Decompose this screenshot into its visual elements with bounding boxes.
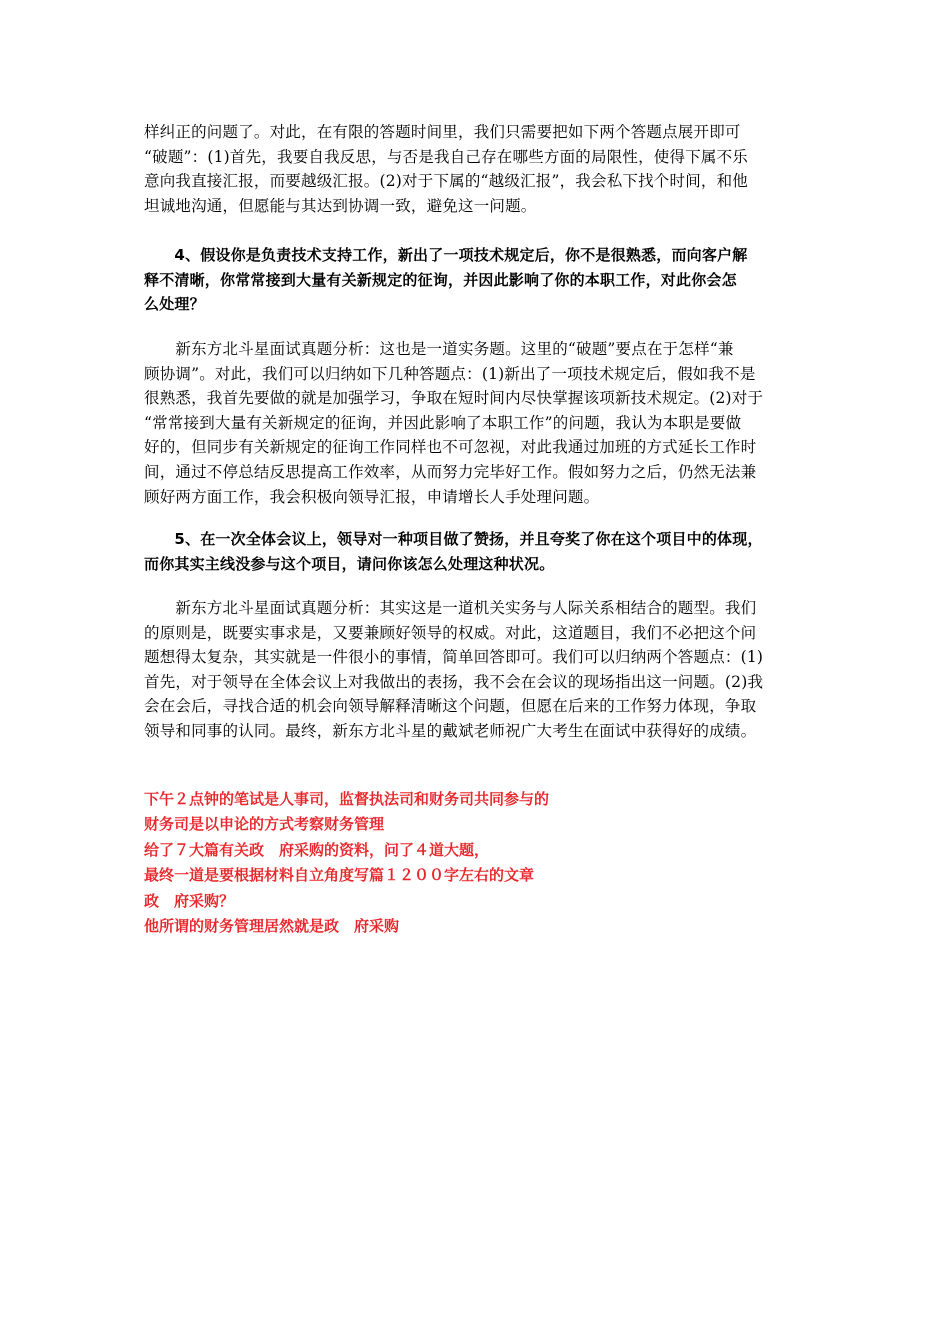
text-line: “常常接到大量有关新规定的征询，并因此影响了本职工作”的问题，我认为本职是要做 <box>144 413 742 432</box>
note-line: 财务司是以申论的方式考察财务管理 <box>144 815 385 834</box>
text-line: “破题”：(1)首先，我要自我反思，与否是我自己存在哪些方面的局限性，使得下属不乐 <box>144 147 749 166</box>
text-line: 新东方北斗星面试真题分析：这也是一道实务题。这里的“破题”要点在于怎样“兼 <box>144 340 734 358</box>
text-line: 顾协调”。对此，我们可以归纳如下几种答题点：(1)新出了一项技术规定后，假如我不是 <box>144 364 756 383</box>
question-5-heading <box>144 527 808 576</box>
text-line: 新东方北斗星面试真题分析：其实这是一道机关实务与人际关系相结合的题型。我们 <box>144 599 757 617</box>
text-line: 间，通过不停总结反思提高工作效率，从而努力完毕好工作。假如努力之后，仍然无法兼 <box>144 462 757 481</box>
text-line: 么处理？ <box>144 295 205 314</box>
text-line: 首先，对于领导在全体会议上对我做出的表扬，我不会在会议的现场指出这一问题。(2)我 <box>144 672 764 691</box>
red-exam-note <box>144 787 764 939</box>
text-line: 坦诚地沟通，但愿能与其达到协调一致，避免这一问题。 <box>144 196 537 215</box>
text-line: 很熟悉，我首先要做的就是加强学习，争取在短时间内尽快掌握该项新技术规定。(2)对于 <box>144 389 764 408</box>
text-line: 4、假设你是负责技术支持工作，新出了一项技术规定后，你不是很熟悉，而向客户解 <box>144 246 748 264</box>
note-line: 给了７大篇有关政 府采购的资料，问了４道大题， <box>144 840 490 859</box>
note-line: 他所谓的财务管理居然就是政 府采购 <box>144 917 400 936</box>
text-line: 领导和同事的认同。最终，新东方北斗星的戴斌老师祝广大考生在面试中获得好的成绩。 <box>144 721 757 740</box>
analysis-5-paragraph <box>144 596 808 744</box>
note-line: 政 府采购？ <box>144 891 235 910</box>
text-line: 的原则是，既要实事求是，又要兼顾好领导的权威。对此，这道题目，我们不必把这个问 <box>144 623 757 642</box>
text-line: 而你其实主线没参与这个项目，请问你该怎么处理这种状况。 <box>144 554 555 573</box>
text-line: 顾好两方面工作，我会积极向领导汇报，申请增长人手处理问题。 <box>144 487 600 506</box>
text-line: 题想得太复杂，其实就是一件很小的事情，简单回答即可。我们可以归纳两个答题点：(1) <box>144 648 764 667</box>
text-line: 样纠正的问题了。对此，在有限的答题时间里，我们只需要把如下两个答题点展开即可 <box>144 123 741 141</box>
text-line: 好的，但同步有关新规定的征询工作同样也不可忽视，对此我通过加班的方式延长工作时 <box>144 438 757 457</box>
note-line: 下午２点钟的笔试是人事司，监督执法司和财务司共同参与的 <box>144 790 550 808</box>
text-line: 意向我直接汇报，而要越级汇报。(2)对于下属的“越级汇报”，我会私下找个时间，和他 <box>144 172 749 191</box>
analysis-4-paragraph <box>144 337 808 509</box>
text-line: 释不清晰，你常常接到大量有关新规定的征询，并因此影响了你的本职工作，对此你会怎 <box>144 270 737 289</box>
question-4-heading <box>144 243 808 317</box>
paragraph-intro <box>144 120 808 218</box>
note-line: 最终一道是要根据材料自立角度写篇１２００字左右的文章 <box>144 866 535 885</box>
text-line: 5、在一次全体会议上，领导对一种项目做了赞扬，并且夸奖了你在这个项目中的体现， <box>144 530 763 548</box>
text-line: 会在会后，寻找合适的机会向领导解释清晰这个问题，但愿在后来的工作努力体现，争取 <box>144 697 757 716</box>
